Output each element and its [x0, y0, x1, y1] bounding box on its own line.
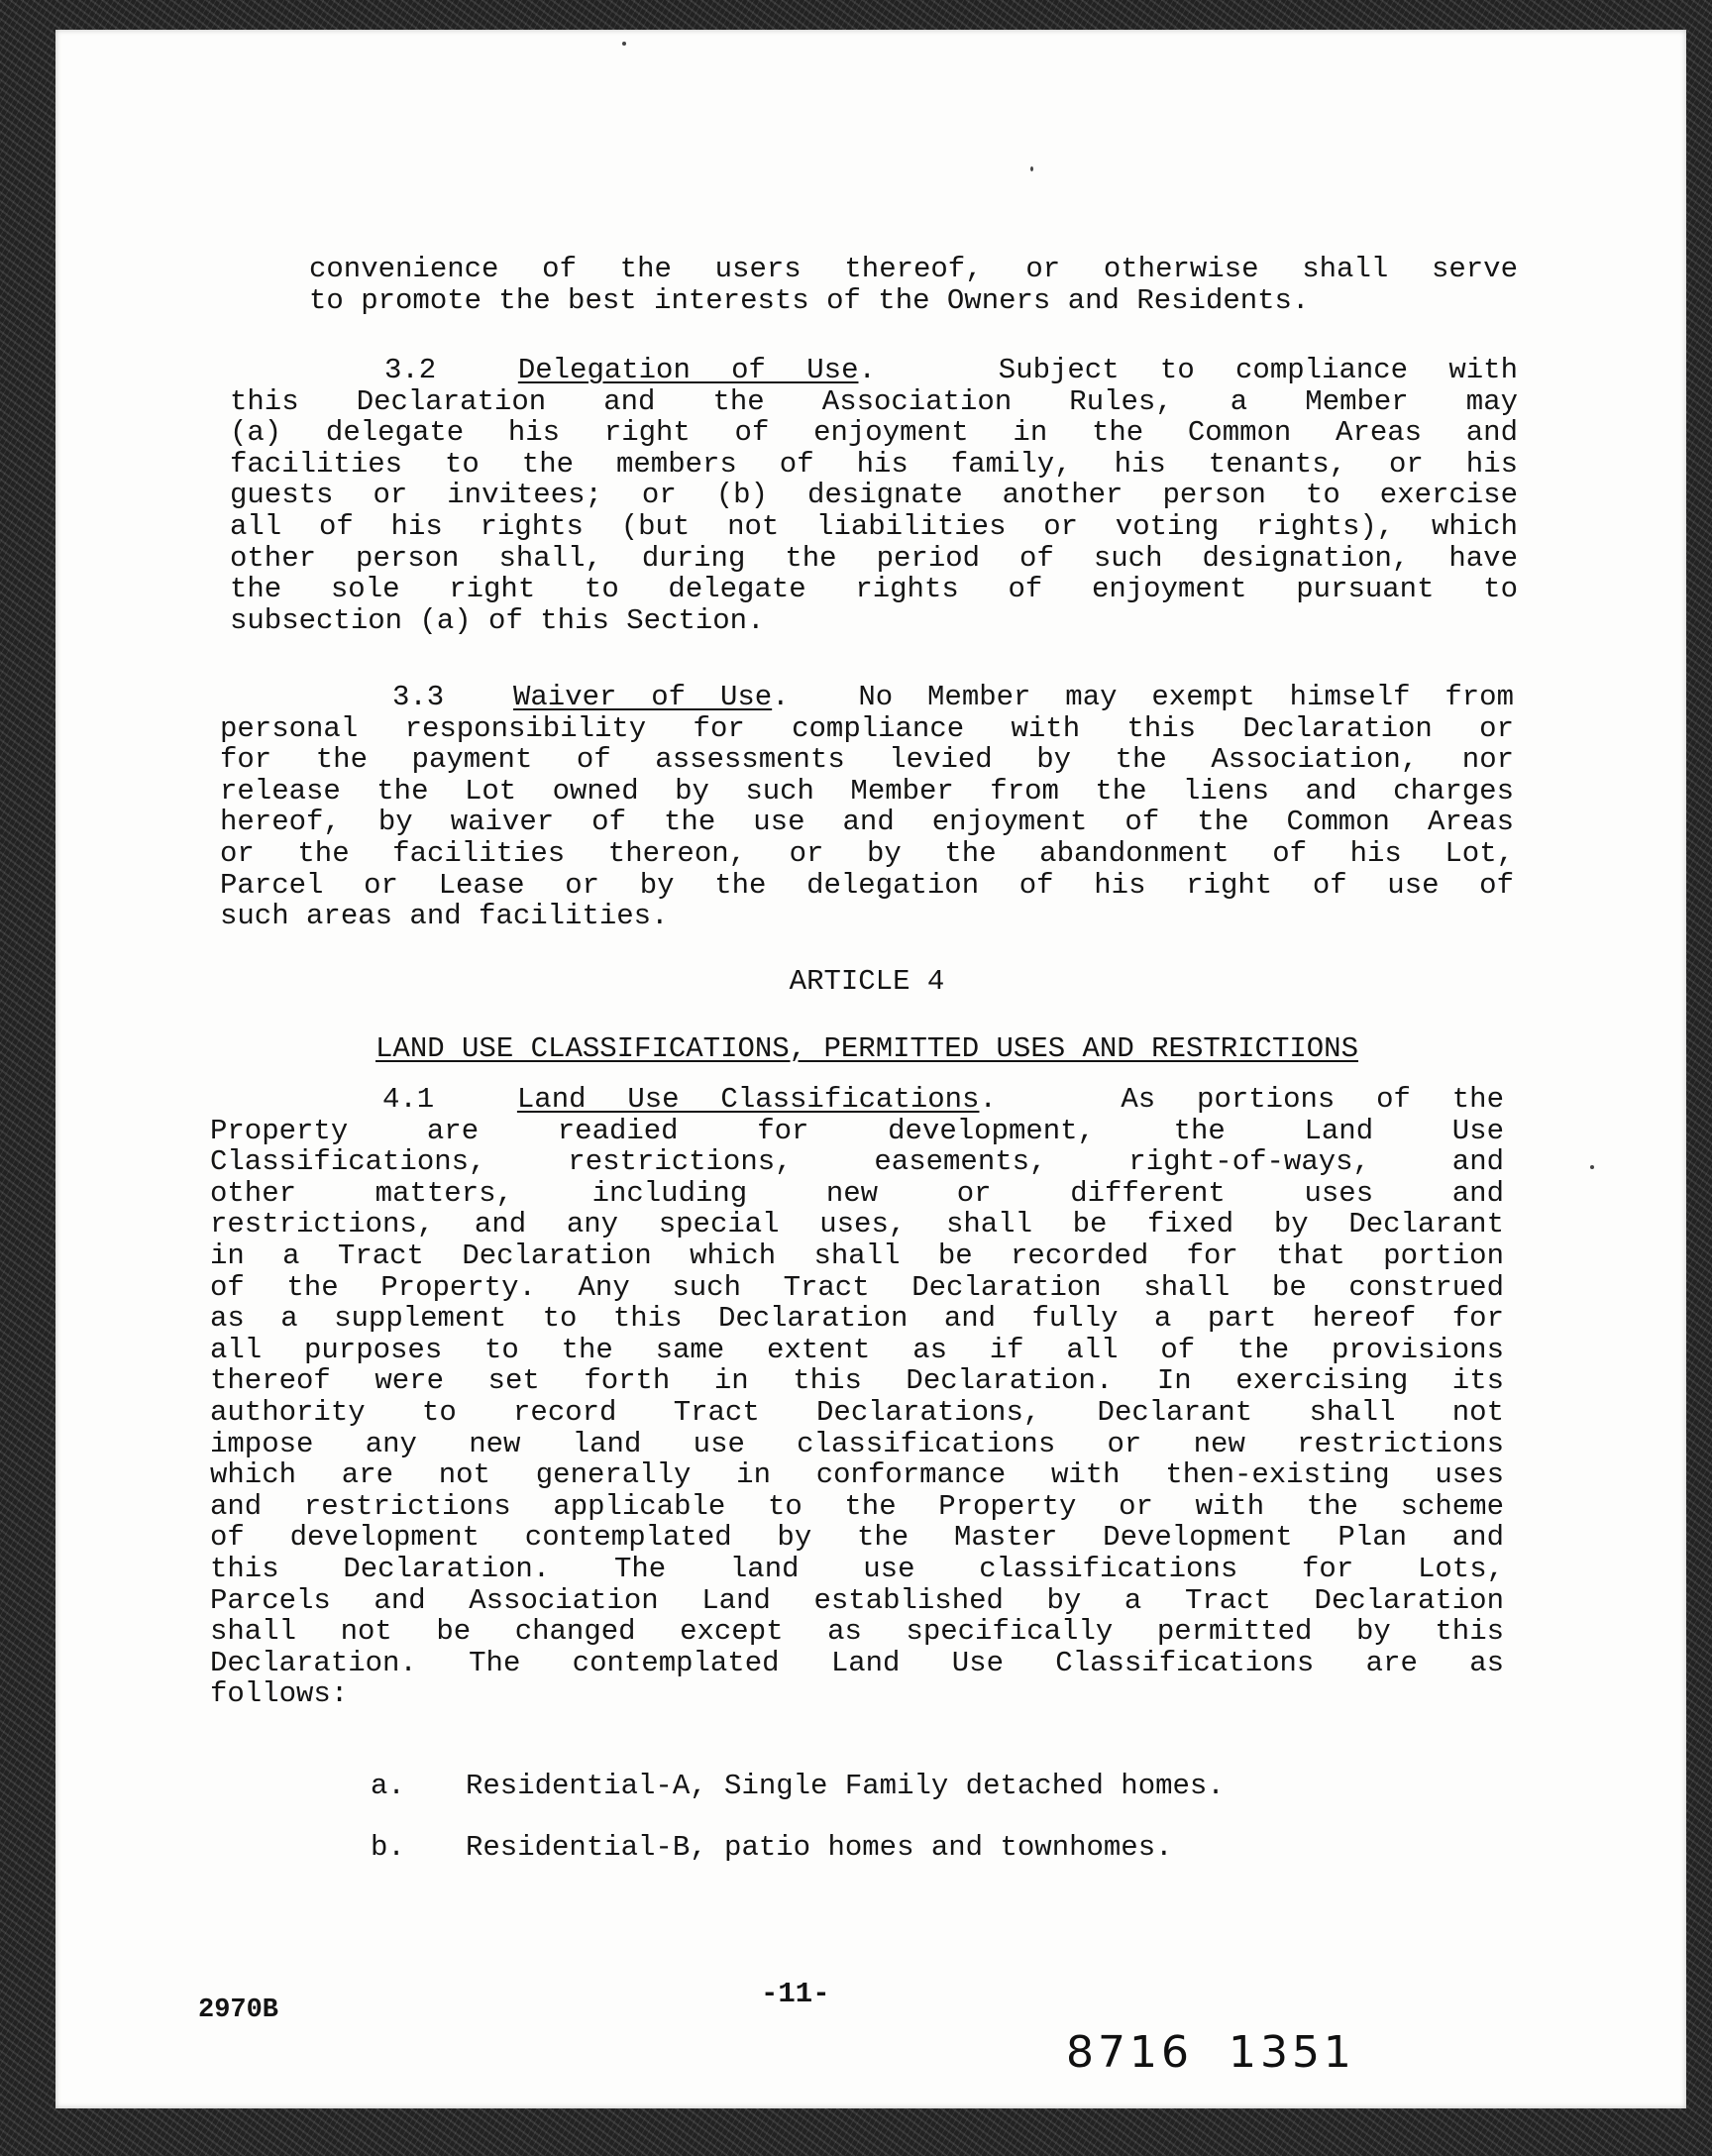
section-first-line: 4.1 Land Use Classifications. As portions of the: [382, 1083, 1504, 1116]
text-line: restrictions, and any special uses, shall be fixed by Declarant: [210, 1208, 1504, 1241]
text-line: impose any new land use classifications or new restrictions: [210, 1427, 1504, 1460]
article-label: ARTICLE 4: [789, 965, 945, 998]
section-3-3: [220, 682, 1514, 932]
text-line: personal responsibility for compliance with this Declaration or: [220, 711, 1514, 745]
list-item-text: Residential-B, patio homes and townhomes.: [466, 1831, 1173, 1864]
list-item-text: Residential-A, Single Family detached homes.: [466, 1770, 1225, 1802]
text-line: such areas and facilities.: [220, 900, 669, 933]
text-line: in a Tract Declaration which shall be recorded for that portion: [210, 1239, 1504, 1272]
section-3-1-tail: [309, 254, 1518, 316]
section-number: 3.3: [392, 681, 445, 713]
text-line: for the payment of assessments levied by the Association, nor: [220, 743, 1514, 777]
document-page: [55, 30, 1686, 2108]
document-code: 2970B: [198, 1995, 279, 2025]
text-line: this Declaration. The land use classifications for Lots,: [210, 1552, 1504, 1585]
text-line: of development contemplated by the Master Development Plan and: [210, 1521, 1504, 1555]
list-item: [371, 1831, 1173, 1864]
text-line: or the facilities thereon, or by the abandonment of his Lot,: [220, 836, 1514, 870]
text-line: Property are readied for development, the Land Use: [210, 1114, 1504, 1147]
text-line: thereof were set forth in this Declaration. In exercising its: [210, 1364, 1504, 1398]
text-line: Parcels and Association Land established by a Tract Declaration: [210, 1583, 1504, 1617]
page-number: -11-: [761, 1978, 830, 2010]
section-number: 3.2: [384, 354, 437, 386]
text-line: (a) delegate his right of enjoyment in the Common Areas and: [230, 416, 1518, 450]
text-line: as a supplement to this Declaration and fully a part hereof for: [210, 1302, 1504, 1336]
section-3-2: [230, 355, 1518, 636]
text-line: convenience of the users thereof, or otherwise shall serve: [309, 253, 1518, 285]
text-line: to promote the best interests of the Owners and Residents.: [309, 283, 1310, 317]
text-line: Declaration. The contemplated Land Use Classifications are as: [210, 1646, 1504, 1679]
text-line: No Member may exempt himself from: [858, 681, 1514, 713]
scan-speck: [622, 42, 626, 46]
text-line: all purposes to the same extent as if all of the provisions: [210, 1333, 1504, 1366]
scan-speck: [1590, 1165, 1594, 1169]
text-line: which are not generally in conformance with then-existing uses: [210, 1458, 1504, 1492]
section-first-line: 3.3 Waiver of Use. No Member may exempt himself from: [392, 681, 1514, 713]
scan-speck: [1030, 166, 1033, 171]
text-line: other matters, including new or different uses and: [210, 1176, 1504, 1210]
section-first-line: 3.2 Delegation of Use. Subject to compliance with: [384, 354, 1518, 386]
section-heading: Land Use Classifications: [516, 1083, 980, 1116]
section-number: 4.1: [382, 1083, 435, 1116]
text-line: other person shall, during the period of such designation, have: [230, 541, 1518, 575]
text-line: the sole right to delegate rights of enjoyment pursuant to: [230, 573, 1518, 606]
text-line: follows:: [210, 1677, 349, 1711]
text-line: of the Property. Any such Tract Declaration shall be construed: [210, 1270, 1504, 1304]
text-line: release the Lot owned by such Member from the liens and charges: [220, 774, 1514, 808]
list-item-letter: a.: [371, 1770, 405, 1802]
text-line: facilities to the members of his family, his tenants, or his: [230, 447, 1518, 481]
text-line: all of his rights (but not liabilities or voting rights), which: [230, 509, 1518, 543]
article-title: LAND USE CLASSIFICATIONS, PERMITTED USES AND RESTRICTIONS: [375, 1032, 1358, 1065]
text-line: subsection (a) of this Section.: [230, 603, 765, 637]
record-stamp: 8716 1351: [1066, 2027, 1355, 2078]
text-line: hereof, by waiver of the use and enjoyment of the Common Areas: [220, 806, 1514, 839]
text-line: shall not be changed except as specifically permitted by this: [210, 1615, 1504, 1649]
text-line: this Declaration and the Association Rules, a Member may: [230, 384, 1518, 418]
list-item-letter: b.: [371, 1831, 405, 1864]
text-line: Subject to compliance with: [998, 354, 1518, 386]
text-line: authority to record Tract Declarations, Declarant shall not: [210, 1395, 1504, 1429]
text-line: and restrictions applicable to the Property or with the scheme: [210, 1489, 1504, 1523]
list-item: [371, 1770, 1225, 1802]
text-line: Parcel or Lease or by the delegation of his right of use of: [220, 868, 1514, 902]
text-line: guests or invitees; or (b) designate another person to exercise: [230, 479, 1518, 512]
section-heading: Waiver of Use: [512, 681, 773, 713]
section-heading: Delegation of Use: [517, 354, 859, 386]
section-4-1: [210, 1084, 1504, 1710]
text-line: Classifications, restrictions, easements, right-of-ways, and: [210, 1145, 1504, 1179]
text-line: As portions of the: [1121, 1083, 1504, 1116]
